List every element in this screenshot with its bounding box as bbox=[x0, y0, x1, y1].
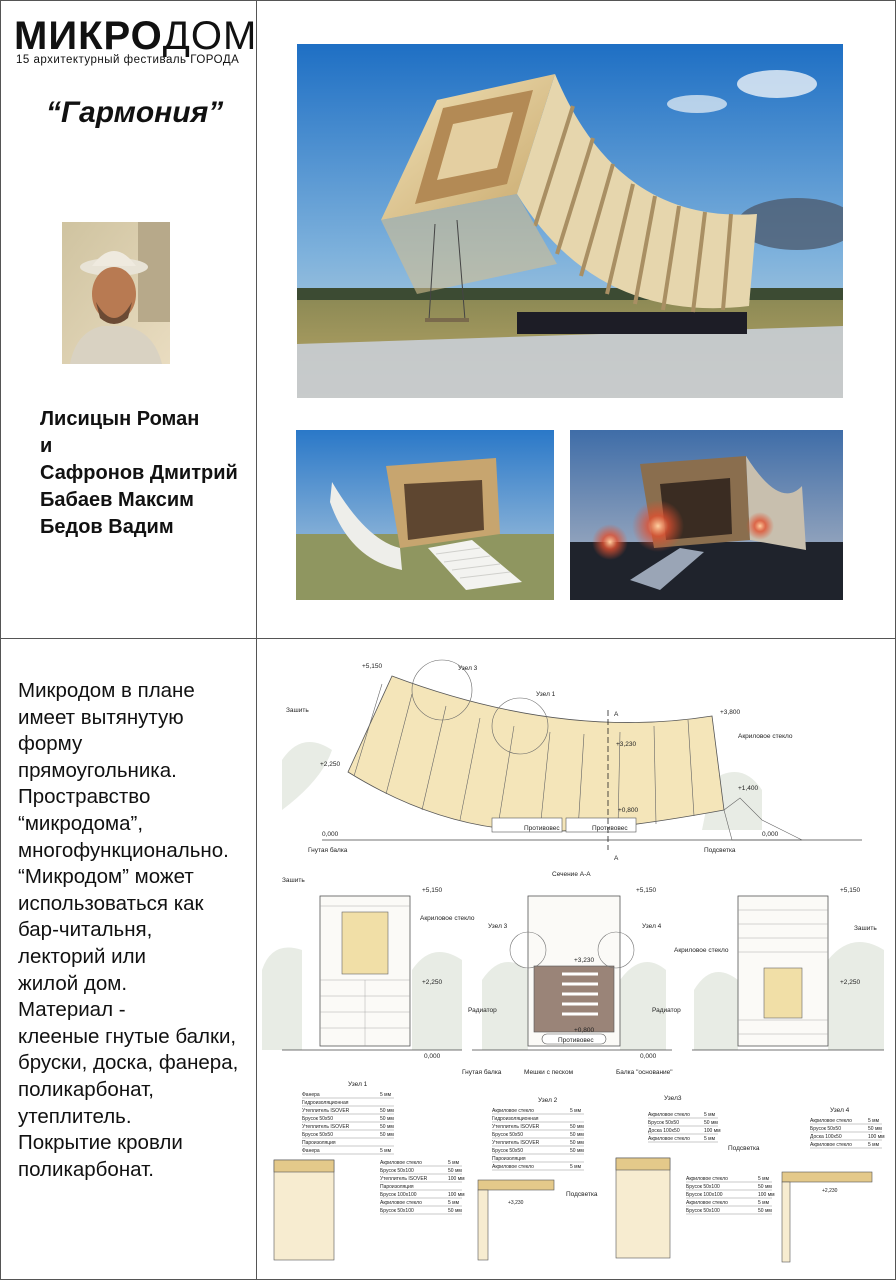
layer-thickness: 5 мм bbox=[380, 1148, 392, 1154]
author-line: и bbox=[40, 435, 53, 457]
elev-level-3230: +3,230 bbox=[616, 741, 637, 748]
layer-thickness: 50 мм bbox=[448, 1208, 462, 1214]
main-render bbox=[297, 44, 843, 398]
authors-list bbox=[40, 406, 238, 541]
layer-material: Брусок 50x100 bbox=[380, 1168, 414, 1174]
section-right bbox=[674, 887, 884, 1050]
project-description bbox=[18, 678, 254, 1183]
layer-material: Брусок 50x100 bbox=[380, 1208, 414, 1214]
section-mid-protivoves: Противовес bbox=[558, 1037, 594, 1044]
description-line: лекторий или bbox=[18, 944, 146, 968]
layer-thickness: 50 мм bbox=[380, 1116, 394, 1122]
section-left bbox=[262, 877, 475, 1060]
layer-thickness: 50 мм bbox=[380, 1132, 394, 1138]
layer-material: Утеплитель ISOVER bbox=[492, 1140, 540, 1146]
elevation-drawing bbox=[282, 660, 862, 862]
node-uzel1 bbox=[274, 1081, 465, 1260]
layer-material: Доска 100x50 bbox=[810, 1134, 842, 1140]
section-right-zashit: Зашить bbox=[854, 925, 877, 932]
description-line: “Микродом” может bbox=[18, 865, 194, 889]
day-render bbox=[296, 430, 554, 600]
uzel1-title: Узел 1 bbox=[348, 1081, 368, 1088]
column-divider bbox=[256, 0, 257, 1280]
layer-material: Пароизоляция bbox=[492, 1156, 526, 1162]
layer-material: Утеплитель ISOVER bbox=[380, 1176, 428, 1182]
layer-thickness: 5 мм bbox=[758, 1200, 770, 1206]
layer-material: Пароизоляция bbox=[380, 1184, 414, 1190]
elev-label-akril: Акриловое стекло bbox=[738, 733, 793, 740]
description-line: Материал - bbox=[18, 998, 126, 1022]
elev-label-podsvetka: Подсветка bbox=[704, 847, 736, 854]
section-left-zashit: Зашить bbox=[282, 877, 305, 884]
node-uzel2 bbox=[478, 1097, 598, 1260]
layer-material: Гидроизоляционная bbox=[302, 1100, 349, 1106]
layer-material: Утеплитель ISOVER bbox=[302, 1108, 350, 1114]
description-line: поликарбонат, bbox=[18, 1077, 154, 1101]
description-line: бар-читальня, bbox=[18, 918, 153, 942]
section-mid-uzel3: Узел 3 bbox=[488, 923, 508, 930]
layer-thickness: 5 мм bbox=[868, 1142, 880, 1148]
layer-thickness: 50 мм bbox=[570, 1148, 584, 1154]
description-line: форму bbox=[18, 732, 83, 756]
uzel4-podsvetka: Подсветка bbox=[728, 1145, 760, 1152]
layer-material: Брусок 50x50 bbox=[302, 1116, 333, 1122]
layer-thickness: 50 мм bbox=[758, 1184, 772, 1190]
description-line: бруски, доска, фанера, bbox=[18, 1051, 239, 1075]
layer-thickness: 5 мм bbox=[448, 1200, 460, 1206]
technical-drawings bbox=[262, 650, 892, 1274]
description-line: имеет вытянутую bbox=[18, 705, 184, 729]
section-mid-level-0800: +0,800 bbox=[574, 1027, 595, 1034]
layer-material: Брусок 50x100 bbox=[686, 1184, 720, 1190]
layer-material: Акриловое стекло bbox=[686, 1200, 728, 1206]
layer-material: Акриловое стекло bbox=[648, 1112, 690, 1118]
elev-label-protivoves2: Противовес bbox=[592, 825, 628, 832]
section-left-level-0000: 0,000 bbox=[424, 1053, 441, 1060]
layer-thickness: 100 мм bbox=[448, 1176, 465, 1182]
layer-material: Фанера bbox=[302, 1092, 320, 1098]
layer-material: Акриловое стекло bbox=[686, 1176, 728, 1182]
layer-material: Акриловое стекло bbox=[648, 1136, 690, 1142]
layer-thickness: 100 мм bbox=[704, 1128, 721, 1134]
project-title: “Гармония” bbox=[46, 96, 224, 129]
festival-subtitle: 15 архитектурный фестиваль ГОРОДА bbox=[16, 54, 240, 66]
elev-label-protivoves1: Противовес bbox=[524, 825, 560, 832]
layer-thickness: 5 мм bbox=[448, 1160, 460, 1166]
description-line: “микродома”, bbox=[18, 811, 144, 835]
layer-material: Брусок 50x50 bbox=[492, 1148, 523, 1154]
layer-material: Брусок 50x50 bbox=[302, 1132, 333, 1138]
node-uzel3 bbox=[616, 1095, 775, 1258]
layer-thickness: 50 мм bbox=[758, 1208, 772, 1214]
elev-section-mark-top: А bbox=[614, 711, 619, 718]
author-line: Лисицын Роман bbox=[40, 408, 200, 430]
section-mid-radiator-right: Радиатор bbox=[652, 1007, 681, 1014]
layer-thickness: 50 мм bbox=[380, 1108, 394, 1114]
section-mid-level-3230: +3,230 bbox=[574, 957, 595, 964]
elev-label-uzel1: Узел 1 bbox=[536, 691, 556, 698]
layer-thickness: 50 мм bbox=[868, 1126, 882, 1132]
section-title: Сечение А-А bbox=[552, 871, 591, 878]
layer-material: Брусок 50x100 bbox=[686, 1208, 720, 1214]
description-line: прямоугольника. bbox=[18, 758, 177, 782]
layer-thickness: 5 мм bbox=[704, 1112, 716, 1118]
layer-thickness: 5 мм bbox=[704, 1136, 716, 1142]
section-mid-meshki: Мешки с песком bbox=[524, 1069, 574, 1076]
layer-material: Акриловое стекло bbox=[492, 1108, 534, 1114]
layer-material: Брусок 50x50 bbox=[810, 1126, 841, 1132]
elev-level-0800: +0,800 bbox=[618, 807, 639, 814]
author-line: Бабаев Максим bbox=[40, 489, 194, 511]
layer-thickness: 5 мм bbox=[570, 1164, 582, 1170]
layer-thickness: 100 мм bbox=[758, 1192, 775, 1198]
section-mid-level-0000: 0,000 bbox=[640, 1053, 657, 1060]
layer-thickness: 50 мм bbox=[448, 1168, 462, 1174]
layer-thickness: 50 мм bbox=[570, 1132, 584, 1138]
author-photo bbox=[62, 222, 170, 364]
description-line: Прострaвство bbox=[18, 785, 151, 809]
description-line: клееные гнутые балки, bbox=[18, 1024, 237, 1048]
elev-label-uzel3: Узел 3 bbox=[458, 665, 478, 672]
layer-material: Гидроизоляционная bbox=[492, 1116, 539, 1122]
layer-thickness: 50 мм bbox=[570, 1124, 584, 1130]
section-mid-balka: Гнутая балка bbox=[462, 1069, 502, 1076]
section-left-level-2250: +2,250 bbox=[422, 979, 443, 986]
logo-thin: ДОМ bbox=[162, 14, 258, 58]
layer-material: Утеплитель ISOVER bbox=[492, 1124, 540, 1130]
elev-level-0000b: 0,000 bbox=[762, 831, 779, 838]
uzel2-podsvetka: Подсветка bbox=[566, 1191, 598, 1198]
layer-thickness: 5 мм bbox=[868, 1118, 880, 1124]
section-left-level-5150: +5,150 bbox=[422, 887, 443, 894]
festival-logo bbox=[14, 14, 257, 59]
night-render bbox=[570, 430, 843, 600]
section-right-level-2250: +2,250 bbox=[840, 979, 861, 986]
layer-material: Утеплитель ISOVER bbox=[302, 1124, 350, 1130]
section-right-level-5150: +5,150 bbox=[840, 887, 861, 894]
section-mid-uzel4: Узел 4 bbox=[642, 923, 662, 930]
uzel4-level: +2,230 bbox=[822, 1188, 838, 1194]
elev-label-zashit: Зашить bbox=[286, 707, 309, 714]
section-mid-radiator-left: Радиатор bbox=[468, 1007, 497, 1014]
row-divider bbox=[0, 638, 896, 639]
description-line: поликарбонат. bbox=[18, 1157, 154, 1181]
layer-material: Акриловое стекло bbox=[492, 1164, 534, 1170]
section-mid-osnova: Балка "основание" bbox=[616, 1069, 673, 1076]
logo-bold: МИКРО bbox=[14, 14, 163, 58]
uzel2-level: +3,230 bbox=[508, 1200, 524, 1206]
node-uzel4 bbox=[728, 1107, 885, 1262]
elev-level-3800: +3,800 bbox=[720, 709, 741, 716]
layer-thickness: 100 мм bbox=[448, 1192, 465, 1198]
description-line: многофункционально. bbox=[18, 838, 229, 862]
layer-material: Брусок 100x100 bbox=[686, 1192, 723, 1198]
layer-material: Акриловое стекло bbox=[810, 1118, 852, 1124]
layer-material: Брусок 100x100 bbox=[380, 1192, 417, 1198]
description-line: Покрытие кровли bbox=[18, 1131, 183, 1155]
layer-material: Брусок 50x50 bbox=[492, 1132, 523, 1138]
layer-material: Пароизоляция bbox=[302, 1140, 336, 1146]
layer-material: Акриловое стекло bbox=[380, 1160, 422, 1166]
layer-material: Доска 100x50 bbox=[648, 1128, 680, 1134]
layer-thickness: 5 мм bbox=[380, 1092, 392, 1098]
elev-level-1400: +1,400 bbox=[738, 785, 759, 792]
uzel2-title: Узел 2 bbox=[538, 1097, 558, 1104]
layer-material: Фанера bbox=[302, 1148, 320, 1154]
description-line: жилой дом. bbox=[18, 971, 128, 995]
uzel3-title: Узел3 bbox=[664, 1095, 682, 1102]
section-middle bbox=[462, 887, 681, 1076]
layer-thickness: 5 мм bbox=[570, 1108, 582, 1114]
description-line: утеплитель. bbox=[18, 1104, 132, 1128]
section-left-akril: Акриловое стекло bbox=[420, 915, 475, 922]
layer-material: Акриловое стекло bbox=[810, 1142, 852, 1148]
elev-level-5150: +5,150 bbox=[362, 663, 383, 670]
layer-material: Акриловое стекло bbox=[380, 1200, 422, 1206]
elev-level-2250: +2,250 bbox=[320, 761, 341, 768]
description-line: Микродом в плане bbox=[18, 679, 195, 702]
layer-thickness: 5 мм bbox=[758, 1176, 770, 1182]
author-line: Бедов Вадим bbox=[40, 516, 174, 538]
section-mid-level-5150: +5,150 bbox=[636, 887, 657, 894]
uzel4-title: Узел 4 bbox=[830, 1107, 850, 1114]
elev-label-balka: Гнутая балка bbox=[308, 847, 348, 854]
layer-thickness: 100 мм bbox=[868, 1134, 885, 1140]
layer-material: Брусок 50x50 bbox=[648, 1120, 679, 1126]
elev-level-0000a: 0,000 bbox=[322, 831, 339, 838]
section-right-akril: Акриловое стекло bbox=[674, 947, 729, 954]
layer-thickness: 50 мм bbox=[704, 1120, 718, 1126]
layer-thickness: 50 мм bbox=[570, 1140, 584, 1146]
elev-section-mark-bottom: А bbox=[614, 855, 619, 862]
layer-thickness: 50 мм bbox=[380, 1124, 394, 1130]
author-line: Сафронов Дмитрий bbox=[40, 462, 238, 484]
description-line: использоваться как bbox=[18, 891, 204, 915]
